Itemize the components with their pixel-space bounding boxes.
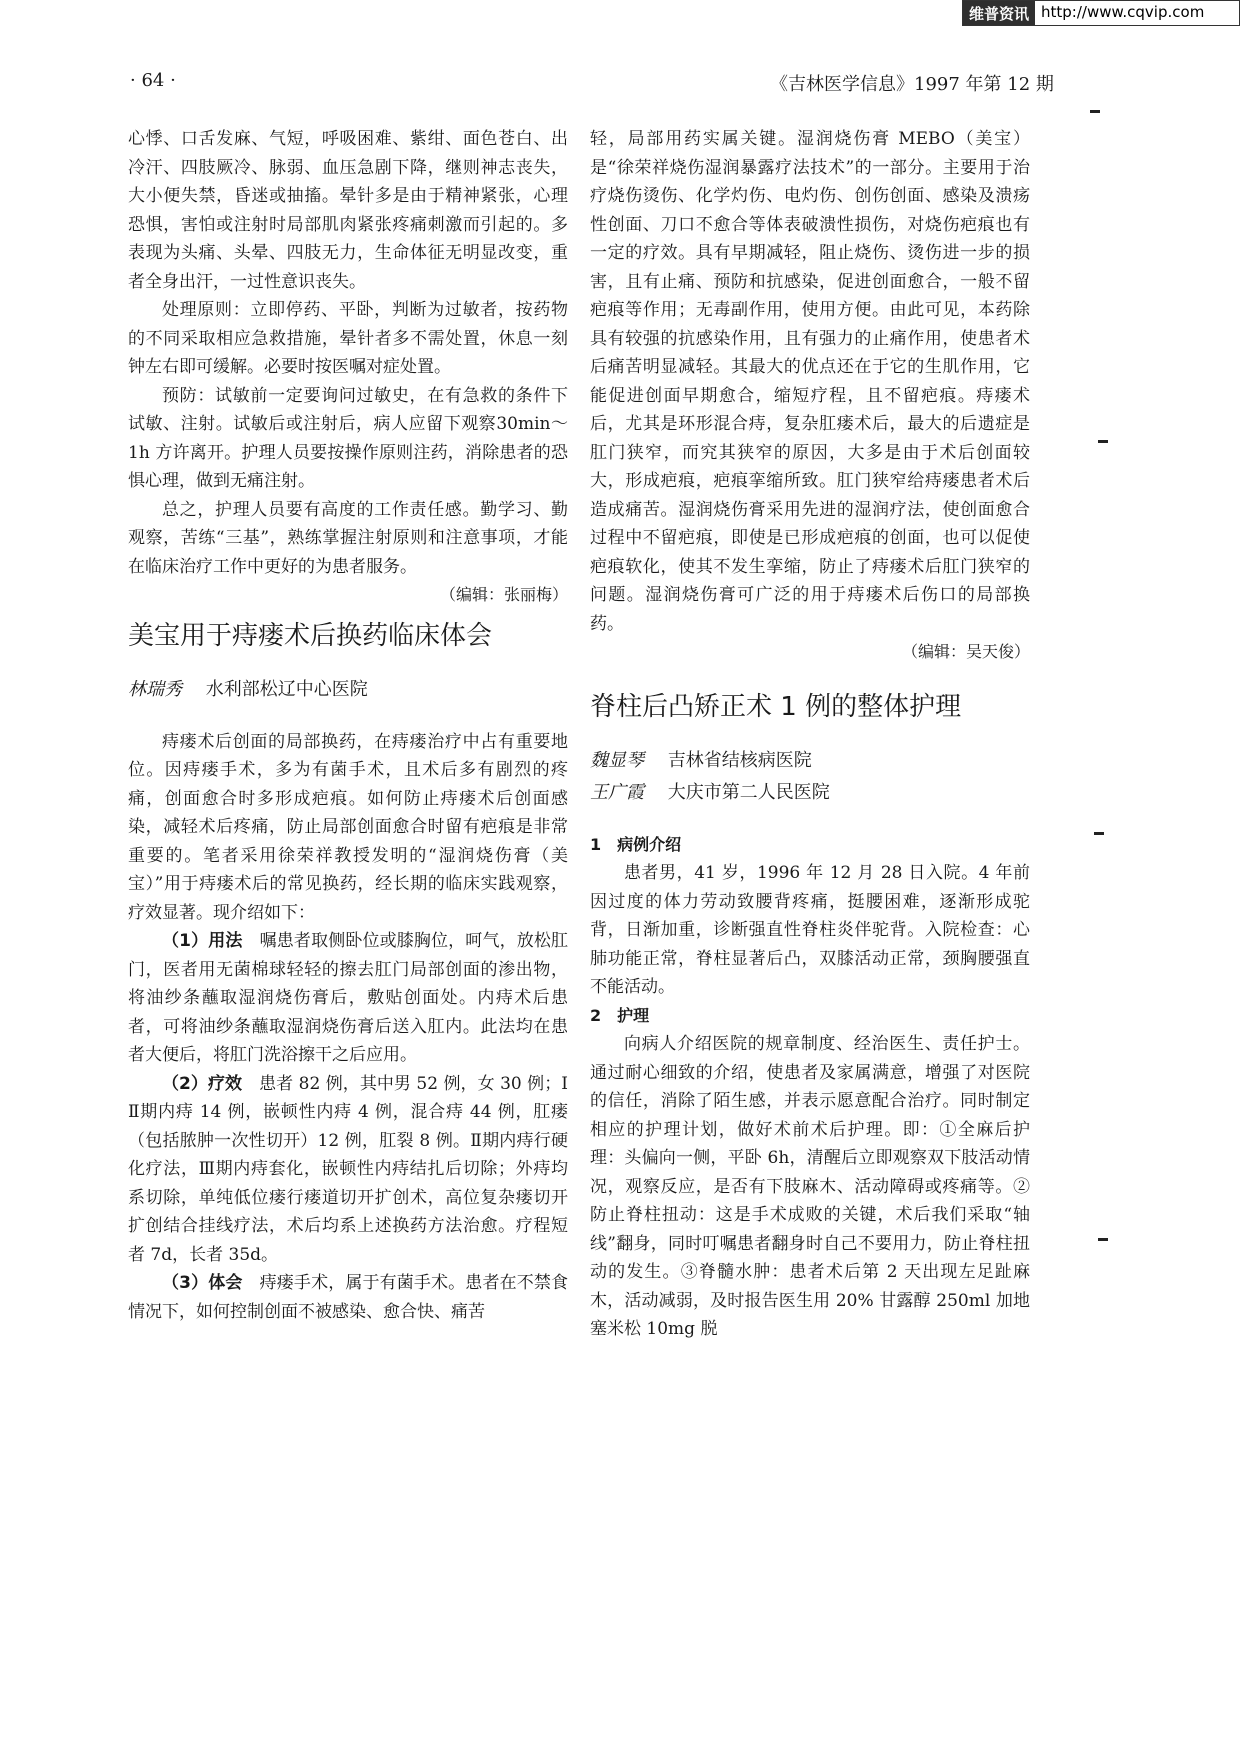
author-block bbox=[590, 745, 1030, 809]
watermark-url[interactable]: http://www.cqvip.com bbox=[1035, 1, 1210, 25]
prev-paragraph: 预防：试敏前一定要询问过敏史，在有急救的条件下试敏、注射。试敏后或注射后，病人应留下观察30min～1h 方许离开。护理人员要按操作原则注药，消除患者的恐惧心理，做到无痛注射。 bbox=[128, 385, 568, 491]
article-paragraph: 向病人介绍医院的规章制度、经治医生、责任护士。通过耐心细致的介绍，使患者及家属满意，增强了对医院的信任，消除了陌生感，并表示愿意配合治疗。同时制定相应的护理计划，做好术前术后护理。即：①全麻后护理：头偏向一侧，平卧 6h，清醒后立即观察双下肢活动情况，观察反应，是否有下肢麻木、活动障碍或疼痛等。②防止脊柱扭动：这是手术成败的关键，术后我们采取“轴线”翻身，同时叮嘱患者翻身时自己不要用力，防止脊柱扭动的发生。③脊髓水肿：患者术后第 2 天出现左足趾麻木，活动减弱，及时报告医生用 20% 甘露醇 250ml 加地塞米松 10mg 脱 bbox=[590, 1034, 1030, 1339]
left-column bbox=[128, 125, 568, 1326]
watermark bbox=[962, 0, 1240, 26]
article-paragraph: （1）用法 嘱患者取侧卧位或膝胸位，呵气，放松肛门，医者用无菌棉球轻轻的擦去肛门局部创面的渗出物，将油纱条蘸取湿润烧伤膏后，敷贴创面处。内痔术后患者，可将油纱条蘸取湿润烧伤膏后送入肛内。此法均在患者大便后，将肛门洗浴擦干之后应用。 bbox=[128, 931, 568, 1065]
section-title: 2 护理 bbox=[590, 1005, 650, 1025]
author-name: 魏显琴 bbox=[590, 749, 644, 771]
section-title: 1 病例介绍 bbox=[590, 834, 682, 854]
right-column bbox=[590, 125, 1030, 1344]
author-line bbox=[128, 674, 568, 706]
page-number: · 64 · bbox=[130, 70, 176, 91]
scan-mark bbox=[1098, 1238, 1108, 1241]
article-paragraph: （3）体会 痔瘘手术，属于有菌手术。患者在不禁食情况下，如何控制创面不被感染、愈合快、痛苦 bbox=[128, 1273, 568, 1322]
journal-name: 《吉林医学信息》1997 年第 12 期 bbox=[770, 74, 1054, 95]
author-line bbox=[590, 745, 1030, 777]
section-head: （1）用法 bbox=[162, 931, 243, 951]
prev-paragraph: 总之，护理人员要有高度的工作责任感。勤学习、勤观察，苦练“三基”，熟练掌握注射原则和注意事项，才能在临床治疗工作中更好的为患者服务。 bbox=[128, 499, 568, 577]
author-name: 王广霞 bbox=[590, 781, 644, 803]
author-name: 林瑞秀 bbox=[128, 678, 182, 700]
article-paragraph: 轻，局部用药实属关键。湿润烧伤膏 MEBO（美宝）是“徐荣祥烧伤湿润暴露疗法技术”的一部分。主要用于治疗烧伤烫伤、化学灼伤、电灼伤、创伤创面、感染及溃疡性创面、刀口不愈合等体表破溃性损伤，对烧伤疤痕也有一定的疗效。具有早期减轻，阻止烧伤、烫伤进一步的损害，且有止痛、预防和抗感染，促进创面愈合，一般不留疤痕等作用；无毒副作用，使用方便。由此可见，本药除具有较强的抗感染作用，且有强力的止痛作用，使患者术后痛苦明显减轻。其最大的优点还在于它的生肌作用，它能促进创面早期愈合，缩短疗程，且不留疤痕。痔瘘术后，尤其是环形混合痔，复杂肛瘘术后，最大的后遗症是肛门狭窄，而究其狭窄的原因，大多是由于术后创面较大，形成疤痕，疤痕挛缩所致。肛门狭窄给痔瘘患者术后造成痛苦。湿润烧伤膏采用先进的湿润疗法，使创面愈合过程中不留疤痕，即使是已形成疤痕的创面，也可以促使疤痕软化，使其不发生挛缩，防止了痔瘘术后肛门狭窄的问题。湿润烧伤膏可广泛的用于痔瘘术后伤口的局部换药。 bbox=[590, 129, 1030, 634]
author-affiliation: 吉林省结核病医院 bbox=[667, 749, 812, 771]
editor-credit: （编辑：张丽梅） bbox=[439, 585, 568, 604]
article-title: 脊柱后凸矫正术 1 例的整体护理 bbox=[590, 691, 962, 722]
scan-mark bbox=[1094, 832, 1104, 835]
section-head: （2）疗效 bbox=[162, 1073, 243, 1094]
author-affiliation: 大庆市第二人民医院 bbox=[667, 781, 830, 803]
scan-mark bbox=[1098, 440, 1108, 443]
watermark-name: 维普资讯 bbox=[963, 1, 1035, 25]
section-head: （3）体会 bbox=[162, 1273, 243, 1293]
article-paragraph: 患者男，41 岁，1996 年 12 月 28 日入院。4 年前因过度的体力劳动致腰背疼痛，挺腰困难，逐渐形成驼背，日渐加重，诊断强直性脊柱炎伴驼背。入院检查：心肺功能正常，脊柱显著后凸，双膝活动正常，颈胸腰强直不能活动。 bbox=[590, 863, 1030, 997]
article-paragraph: （2）疗效 患者 82 例，其中男 52 例，女 30 例；Ⅰ Ⅱ期内痔 14 例，嵌顿性内痔 4 例，混合痔 44 例，肛瘘（包括脓肿一次性切开）12 例，肛裂 8 例。Ⅱ期内痔行硬化疗法，Ⅲ期内痔套化，嵌顿性内痔结扎后切除；外痔均系切除，单纯低位瘘行瘘道切开扩创术，高位复杂瘘切开扩创结合挂线疗法，术后均系上述换药方法治愈。疗程短者 7d，长者 35d。 bbox=[128, 1073, 568, 1265]
prev-paragraph: 处理原则：立即停药、平卧，判断为过敏者，按药物的不同采取相应急救措施，晕针者多不需处置，休息一刻钟左右即可缓解。必要时按医嘱对症处置。 bbox=[128, 300, 568, 377]
author-affiliation: 水利部松辽中心医院 bbox=[205, 678, 368, 700]
editor-credit: （编辑：吴天俊） bbox=[901, 642, 1030, 661]
scan-mark bbox=[1090, 110, 1100, 113]
article-title: 美宝用于痔瘘术后换药临床体会 bbox=[128, 620, 493, 651]
author-line bbox=[590, 777, 1030, 809]
prev-paragraph: 心悸、口舌发麻、气短，呼吸困难、紫绀、面色苍白、出冷汗、四肢厥冷、脉弱、血压急剧下降，继则神志丧失，大小便失禁，昏迷或抽搐。晕针多是由于精神紧张，心理恐惧，害怕或注射时局部肌肉紧张疼痛刺激而引起的。多表现为头痛、头晕、四肢无力，生命体征无明显改变，重者全身出汗，一过性意识丧失。 bbox=[128, 129, 568, 292]
article-paragraph: 痔瘘术后创面的局部换药，在痔瘘治疗中占有重要地位。因痔瘘手术，多为有菌手术，且术后多有剧烈的疼痛，创面愈合时多形成疤痕。如何防止痔瘘术后创面感染，减轻术后疼痛，防止局部创面愈合时留有疤痕是非常重要的。笔者采用徐荣祥教授发明的“湿润烧伤膏（美宝）”用于痔瘘术后的常见换药，经长期的临床实践观察，疗效显著。现介绍如下： bbox=[128, 731, 568, 923]
